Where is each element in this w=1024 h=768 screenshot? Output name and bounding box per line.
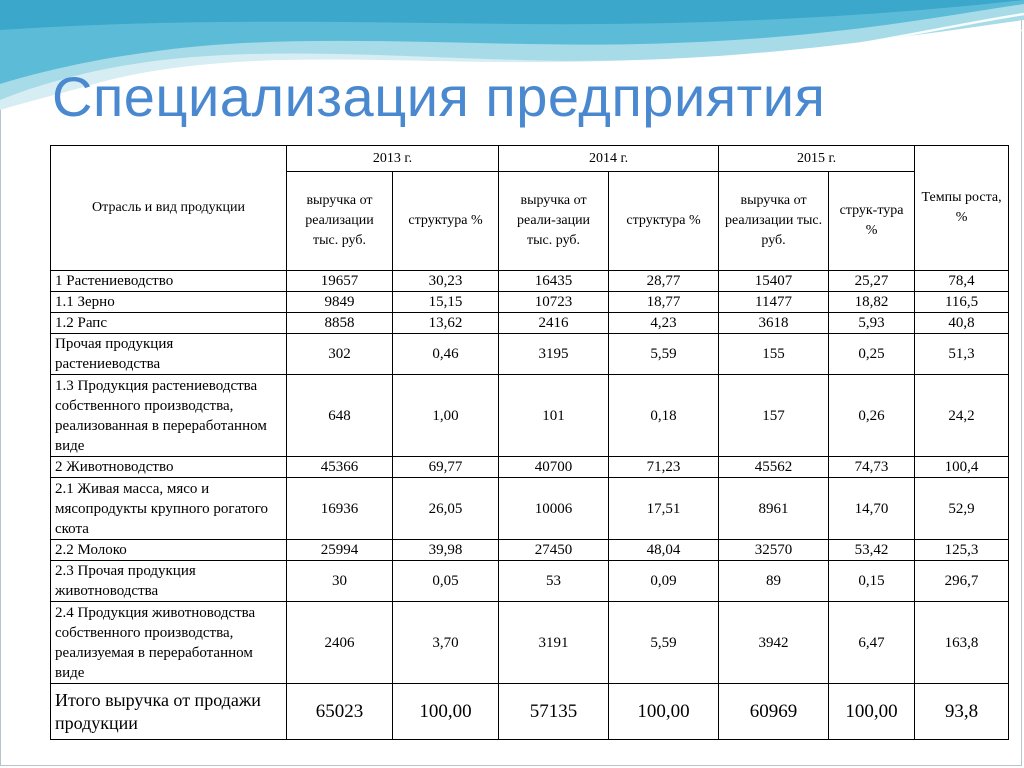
- table-cell: 6,47: [829, 602, 915, 684]
- table-cell: 78,4: [915, 271, 1009, 292]
- table-cell: 648: [287, 375, 393, 457]
- table-cell: 125,3: [915, 540, 1009, 561]
- row-label: 1 Растениеводство: [51, 271, 287, 292]
- table-cell: 100,00: [829, 684, 915, 740]
- table-cell: 3195: [499, 334, 609, 375]
- table-cell: 53: [499, 561, 609, 602]
- table-cell: 69,77: [393, 457, 499, 478]
- table-cell: 45562: [719, 457, 829, 478]
- slide-title: Специализация предприятия: [52, 65, 826, 128]
- table-cell: 9849: [287, 292, 393, 313]
- table-cell: 101: [499, 375, 609, 457]
- table-cell: 15,15: [393, 292, 499, 313]
- row-label: 1.2 Рапс: [51, 313, 287, 334]
- table-cell: 100,00: [609, 684, 719, 740]
- table-cell: 16435: [499, 271, 609, 292]
- table-cell: 30: [287, 561, 393, 602]
- table-cell: 51,3: [915, 334, 1009, 375]
- table-cell: 57135: [499, 684, 609, 740]
- table-cell: 28,77: [609, 271, 719, 292]
- header-structure-2014: структура %: [609, 172, 719, 271]
- table-cell: 53,42: [829, 540, 915, 561]
- row-label: 1.1 Зерно: [51, 292, 287, 313]
- table-row: [51, 602, 1009, 684]
- table-cell: 19657: [287, 271, 393, 292]
- table-cell: 18,82: [829, 292, 915, 313]
- table-cell: 3618: [719, 313, 829, 334]
- table-cell: 1,00: [393, 375, 499, 457]
- table-cell: 2406: [287, 602, 393, 684]
- table-cell: 10723: [499, 292, 609, 313]
- table-cell: 32570: [719, 540, 829, 561]
- table-cell: 40,8: [915, 313, 1009, 334]
- table-cell: 93,8: [915, 684, 1009, 740]
- table-cell: 11477: [719, 292, 829, 313]
- table-cell: 4,23: [609, 313, 719, 334]
- row-label: 2.1 Живая масса, мясо и мясопродукты крупного рогатого скота: [51, 478, 287, 540]
- table-cell: 0,09: [609, 561, 719, 602]
- row-label: 1.3 Продукция растениеводства собственного производства, реализованная в переработанном виде: [51, 375, 287, 457]
- table-cell: 302: [287, 334, 393, 375]
- table-cell: 2416: [499, 313, 609, 334]
- header-revenue-2015: выручка от реализации тыс. руб.: [719, 172, 829, 271]
- table-row: [51, 561, 1009, 602]
- row-label: Прочая продукция растениеводства: [51, 334, 287, 375]
- header-revenue-2013: выручка от реализации тыс. руб.: [287, 172, 393, 271]
- header-growth-rate: Темпы роста, %: [915, 146, 1009, 271]
- table-row: [51, 375, 1009, 457]
- row-label: 2 Животноводство: [51, 457, 287, 478]
- table-cell: 16936: [287, 478, 393, 540]
- table-cell: 24,2: [915, 375, 1009, 457]
- table-cell: 71,23: [609, 457, 719, 478]
- table-row: [51, 271, 1009, 292]
- table-cell: 5,59: [609, 334, 719, 375]
- table-cell: 8961: [719, 478, 829, 540]
- table-cell: 116,5: [915, 292, 1009, 313]
- table-cell: 0,05: [393, 561, 499, 602]
- table-row: [51, 540, 1009, 561]
- table-cell: 45366: [287, 457, 393, 478]
- table-cell: 14,70: [829, 478, 915, 540]
- header-structure-2015: струк-тура %: [829, 172, 915, 271]
- table-cell: 48,04: [609, 540, 719, 561]
- table-row: [51, 334, 1009, 375]
- table-cell: 30,23: [393, 271, 499, 292]
- table-cell: 0,18: [609, 375, 719, 457]
- table-cell: 0,25: [829, 334, 915, 375]
- table-cell: 163,8: [915, 602, 1009, 684]
- row-label: 2.3 Прочая продукция животноводства: [51, 561, 287, 602]
- header-row-years: [51, 146, 1009, 172]
- table-cell: 100,00: [393, 684, 499, 740]
- header-revenue-2014: выручка от реали-зации тыс. руб.: [499, 172, 609, 271]
- table-cell: 89: [719, 561, 829, 602]
- table-cell: 13,62: [393, 313, 499, 334]
- table-cell: 60969: [719, 684, 829, 740]
- table-cell: 0,15: [829, 561, 915, 602]
- table-cell: 0,26: [829, 375, 915, 457]
- table-cell: 39,98: [393, 540, 499, 561]
- table-cell: 17,51: [609, 478, 719, 540]
- header-year-2014: 2014 г.: [499, 146, 719, 172]
- table-cell: 155: [719, 334, 829, 375]
- header-year-2015: 2015 г.: [719, 146, 915, 172]
- table-cell: 74,73: [829, 457, 915, 478]
- table-cell: 27450: [499, 540, 609, 561]
- table-cell: 3,70: [393, 602, 499, 684]
- header-structure-2013: структура %: [393, 172, 499, 271]
- table-body: [51, 271, 1009, 740]
- table-cell: 100,4: [915, 457, 1009, 478]
- table-cell: 296,7: [915, 561, 1009, 602]
- table-cell: 40700: [499, 457, 609, 478]
- table-cell: 18,77: [609, 292, 719, 313]
- table-cell: 0,46: [393, 334, 499, 375]
- table-cell: 5,93: [829, 313, 915, 334]
- table-cell: 3191: [499, 602, 609, 684]
- total-row: [51, 684, 1009, 740]
- header-year-2013: 2013 г.: [287, 146, 499, 172]
- table-cell: 3942: [719, 602, 829, 684]
- table-row: [51, 313, 1009, 334]
- specialization-table: [50, 145, 1009, 740]
- row-label: 2.4 Продукция животноводства собственного производства, реализуемая в переработанном виде: [51, 602, 287, 684]
- table-cell: 15407: [719, 271, 829, 292]
- table-row: [51, 292, 1009, 313]
- table-cell: 52,9: [915, 478, 1009, 540]
- row-label: Итого выручка от продажи продукции: [51, 684, 287, 740]
- table-row: [51, 457, 1009, 478]
- header-sector: Отрасль и вид продукции: [51, 146, 287, 271]
- table-cell: 5,59: [609, 602, 719, 684]
- table-cell: 157: [719, 375, 829, 457]
- table-cell: 25994: [287, 540, 393, 561]
- table-cell: 25,27: [829, 271, 915, 292]
- table-cell: 26,05: [393, 478, 499, 540]
- table-cell: 10006: [499, 478, 609, 540]
- table-cell: 8858: [287, 313, 393, 334]
- table-row: [51, 478, 1009, 540]
- table-cell: 65023: [287, 684, 393, 740]
- row-label: 2.2 Молоко: [51, 540, 287, 561]
